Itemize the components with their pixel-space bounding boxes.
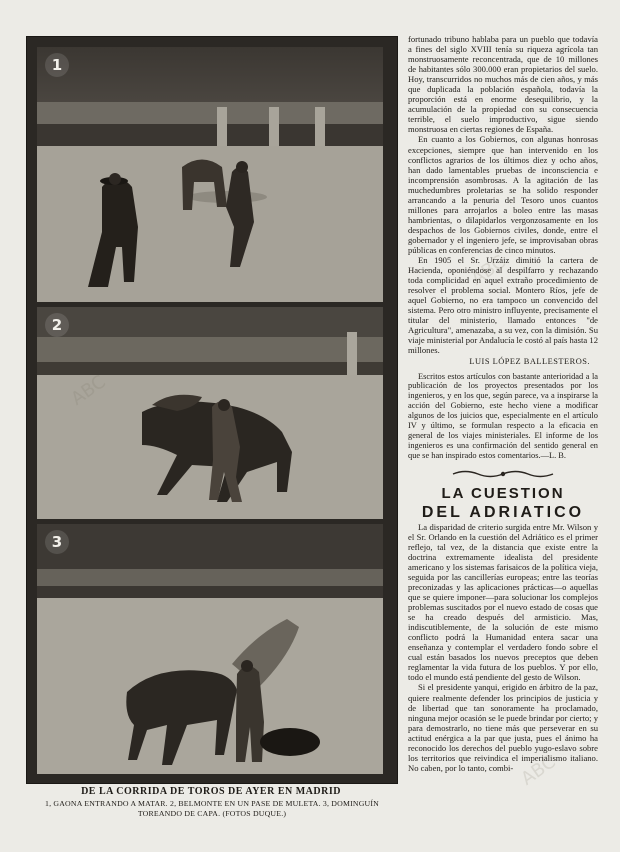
article1-signature: LUIS LÓPEZ BALLESTEROS. bbox=[469, 356, 590, 366]
abc-watermark: ABC bbox=[467, 251, 510, 290]
bullfight-photo-2 bbox=[37, 307, 383, 519]
bullfight-photo-3 bbox=[37, 524, 383, 774]
article2-paragraph-2: Si el presidente yanqui, erigido en árbitro de la paz, quiere realmente defender los principios de justicia y de libertad que tan sonoramente ha proclamado, ninguna mejor ocasión se le puede brindar por cierto; y para demostrarlo, no tiene más que perseverar en su actitud enérgica a la par que justa, pues el ánimo ha reconocido los derechos del pueblo yugo-eslavo sobre los territorios que reivindica el imperialismo italiano. No caben, por lo tanto, combi- bbox=[408, 682, 598, 773]
article1-paragraph-3: En 1905 el Sr. Urzáiz dimitió la cartera de Hacienda, oponiéndose al despilfarro y rechazando toda complicidad en aquel extraño procedimiento de resolver el problema social. Montero Ríos, jefe de aquel Gobierno, no era tampoco un convencido del sistema. Pero otro ministro influyente, precisamente el titular del ministerio, llamado entonces "de Agricultura", amenazaba, a su vez, con la dimisión. Su viaje ministerial por Andalucía le costó al país hasta 12 millones. bbox=[408, 255, 598, 356]
article1-paragraph-1: fortunado tribuno hablaba para un pueblo que todavía a fines del siglo XVIII tenía su riqueza agrícola tan monstruosamente reconcentrada, que de 10 millones de habitantes sólo 300.000 eran propietarios del suelo. Hoy, transcurridos no muchos más de cien años, y más que duplicada la población española, todavía la proporción está en enorme desequilibrio, y la acumulación de la propiedad con su consecuencia terrible, el suelo improductivo, sigue siendo monstruosa en ciertas regiones de España. bbox=[408, 34, 598, 135]
text-column bbox=[408, 34, 598, 773]
photo-belmonte bbox=[37, 307, 383, 519]
editorial-note: Escritos estos artículos con bastante anterioridad a la publicación de los proyectos presentados por los ingenieros, y en los que, según parece, va a inspirarse la acción del Gobierno, este hecho viene a modificar algunos de los juicios que, especialmente en el artículo IV y último, se formulan respecto a la eficacia en general de los viajes ministeriales. El informe de los ingenieros es una confirmación del sentido general en que se han inspirado estos comentarios.—L. B. bbox=[408, 371, 598, 460]
photo-caption-body: 1, GAONA ENTRANDO A MATAR. 2, BELMONTE EN UN PASE DE MULETA. 3, DOMINGUÍN TOREANDO DE CAPA. (FOTOS DUQUE.) bbox=[44, 799, 380, 818]
article2-paragraph-1: La disparidad de criterio surgida entre Mr. Wilson y el Sr. Orlando en la cuestión del Adriático es el primer reflejo, tal vez, de la distancia que existe entre la doctrina extremamente idealista del presidente americano y los sistemas farisaicos de la política vieja, seguida por las cancillerías europeas; entre las teorías preconizadas y las aplicaciones prácticas—o aquellas que se quiere imponer—para solucionar los complejos problemas suscitados por el nuevo estado de cosas que se ha creado después del armisticio. Mas, indiscutiblemente, de la solución de este mismo conflicto podrá la Humanidad entera sacar una enseñanza y contemplar el verdadero fondo sobre el cual están basados los nuevos preceptos que deben reglamentar la vida futura de los pueblos. Y por ello, todo el mundo está pendiente del gesto de Wilson. bbox=[408, 521, 598, 683]
photo-panel bbox=[26, 36, 398, 784]
divider-ornament-icon bbox=[448, 469, 558, 479]
photo-number-3: 3 bbox=[45, 530, 69, 554]
photo-dominguin bbox=[37, 524, 383, 774]
abc-watermark: ABC bbox=[517, 751, 560, 790]
headline-line-2: DEL ADRIATICO bbox=[421, 503, 585, 521]
photo-gaona bbox=[37, 47, 383, 302]
photo-caption-title: DE LA CORRIDA DE TOROS DE AYER EN MADRID bbox=[81, 786, 341, 797]
headline-line-1: LA CUESTION bbox=[441, 484, 565, 502]
article-adriatic bbox=[408, 485, 598, 773]
bullfight-photo-1 bbox=[37, 47, 383, 302]
photo-number-1: 1 bbox=[45, 53, 69, 77]
photo-number-2: 2 bbox=[45, 313, 69, 337]
article1-paragraph-2: En cuanto a los Gobiernos, con algunas honrosas excepciones, siempre que han intervenido en los conflictos agrarios de los últimos diez y ocho años, han dado lamentables pruebas de inconsciencia e incomprensión asombrosas. A la agitación de las muchedumbres proletarias se ha solido responder arrancando a la penuria del Tesoro unos cuantos millones para arrojarlos a boleo entre las masas hambrientas, o dilapidarlos vergonzosamente en los despachos de los Gobiernos civiles, donde, entre el gobernador y el ingeniero jefe, se improvisaban obras públicas en conferencias de cinco minutos. bbox=[408, 134, 598, 255]
